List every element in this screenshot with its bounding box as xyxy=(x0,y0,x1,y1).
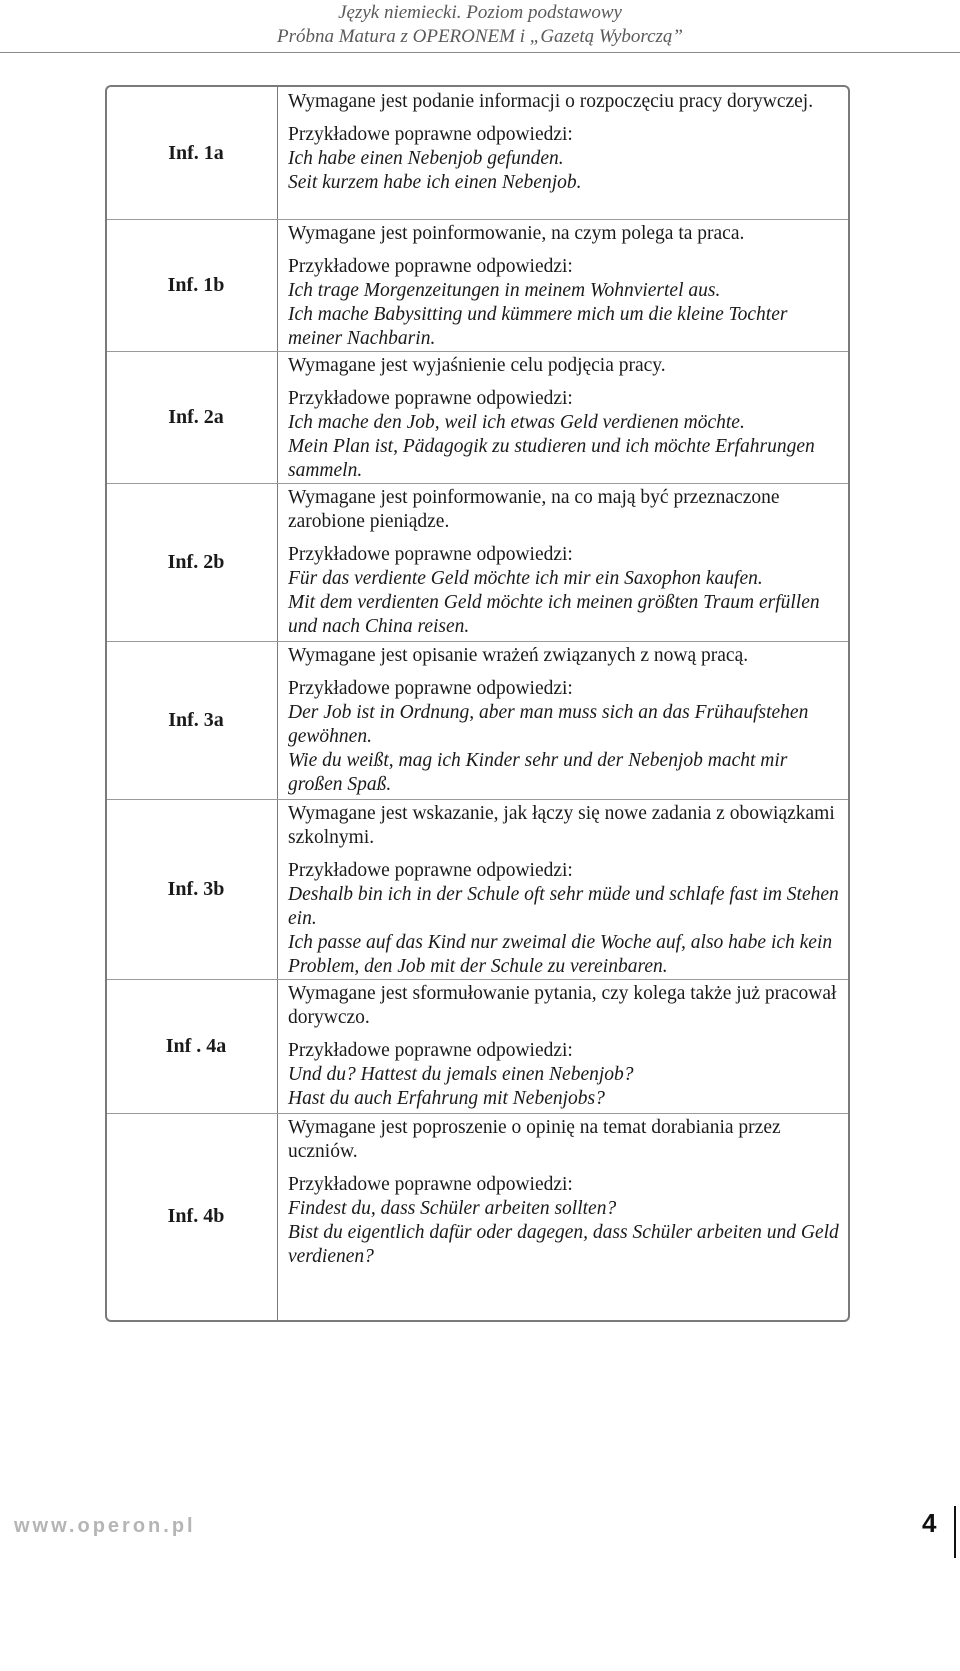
example-heading: Przykładowe poprawne odpowiedzi: xyxy=(288,388,573,409)
row-label: Inf. 4b xyxy=(167,1205,225,1227)
row-content xyxy=(288,87,840,195)
table-row xyxy=(107,219,848,352)
answer-key-table xyxy=(105,85,850,1322)
row-content xyxy=(288,979,840,1111)
row-content xyxy=(288,351,840,483)
example-answer: Ich habe einen Nebenjob gefunden. xyxy=(288,148,564,169)
row-content xyxy=(288,1113,840,1269)
example-answer: Hast du auch Erfahrung mit Nebenjobs? xyxy=(288,1088,605,1109)
table-row xyxy=(107,1113,848,1320)
row-content xyxy=(288,641,840,797)
header-subject: Język niemiecki. Poziom podstawowy xyxy=(338,2,622,23)
example-answer: Mit dem verdienten Geld möchte ich meinen größten Traum erfüllen und nach China reisen. xyxy=(288,592,820,637)
header-exam-title: Próbna Matura z OPERONEM i „Gazetą Wyborczą” xyxy=(276,26,684,47)
example-heading: Przykładowe poprawne odpowiedzi: xyxy=(288,678,573,699)
table-row xyxy=(107,87,848,220)
row-label: Inf. 2a xyxy=(168,405,224,428)
row-label: Inf. 2b xyxy=(167,550,225,573)
requirement-text: Wymagane jest opisanie wrażeń związanych z nową pracą. xyxy=(288,645,749,666)
example-heading: Przykładowe poprawne odpowiedzi: xyxy=(288,256,573,277)
requirement-text: Wymagane jest wyjaśnienie celu podjęcia pracy. xyxy=(288,355,666,376)
example-heading: Przykładowe poprawne odpowiedzi: xyxy=(288,860,573,881)
table-row xyxy=(107,483,848,642)
table-row xyxy=(107,641,848,800)
table-row xyxy=(107,979,848,1114)
page-header xyxy=(0,0,960,53)
example-answer: Mein Plan ist, Pädagogik zu studieren und ich möchte Erfahrungen sammeln. xyxy=(288,436,815,481)
row-label: Inf. 3b xyxy=(167,877,225,900)
page-number-rule xyxy=(954,1506,956,1558)
row-label: Inf . 4a xyxy=(165,1034,227,1057)
example-answer: Ich mache den Job, weil ich etwas Geld verdienen möchte. xyxy=(288,412,745,433)
example-heading: Przykładowe poprawne odpowiedzi: xyxy=(288,124,573,145)
requirement-text: Wymagane jest poinformowanie, na co mają być przeznaczone zarobione pieniądze. xyxy=(288,487,780,532)
example-answer: Bist du eigentlich dafür oder dagegen, dass Schüler arbeiten und Geld verdienen? xyxy=(288,1222,839,1267)
example-heading: Przykładowe poprawne odpowiedzi: xyxy=(288,544,573,565)
row-label: Inf. 3a xyxy=(168,708,224,731)
requirement-text: Wymagane jest podanie informacji o rozpoczęciu pracy dorywczej. xyxy=(288,91,814,112)
example-answer: Und du? Hattest du jemals einen Nebenjob? xyxy=(288,1064,634,1085)
example-answer: Ich mache Babysitting und kümmere mich um die kleine Tochter meiner Nachbarin. xyxy=(288,304,788,349)
example-answer: Wie du weißt, mag ich Kinder sehr und der Nebenjob macht mir großen Spaß. xyxy=(288,750,788,795)
example-answer: Deshalb bin ich in der Schule oft sehr müde und schlafe fast im Stehen ein. xyxy=(288,884,839,929)
row-content xyxy=(288,483,840,639)
table-row xyxy=(107,799,848,980)
example-answer: Seit kurzem habe ich einen Nebenjob. xyxy=(288,172,582,193)
header-divider xyxy=(0,52,960,53)
footer-website: www.operon.pl xyxy=(14,1515,196,1537)
example-answer: Ich trage Morgenzeitungen in meinem Wohnviertel aus. xyxy=(288,280,721,301)
requirement-text: Wymagane jest poproszenie o opinię na temat dorabiania przez uczniów. xyxy=(288,1117,781,1162)
row-label: Inf. 1a xyxy=(168,141,224,164)
example-heading: Przykładowe poprawne odpowiedzi: xyxy=(288,1040,573,1061)
example-answer: Der Job ist in Ordnung, aber man muss sich an das Frühaufstehen gewöhnen. xyxy=(288,702,809,747)
row-label: Inf. 1b xyxy=(167,273,225,296)
example-heading: Przykładowe poprawne odpowiedzi: xyxy=(288,1174,573,1195)
requirement-text: Wymagane jest wskazanie, jak łączy się nowe zadania z obowiązkami szkolnymi. xyxy=(288,803,835,848)
example-answer: Findest du, dass Schüler arbeiten sollten? xyxy=(288,1198,617,1219)
requirement-text: Wymagane jest poinformowanie, na czym polega ta praca. xyxy=(288,223,745,244)
table-row xyxy=(107,351,848,484)
example-answer: Für das verdiente Geld möchte ich mir ein Saxophon kaufen. xyxy=(288,568,763,589)
requirement-text: Wymagane jest sformułowanie pytania, czy kolega także już pracował dorywczo. xyxy=(288,983,837,1028)
row-content xyxy=(288,799,840,979)
example-answer: Ich passe auf das Kind nur zweimal die Woche auf, also habe ich kein Problem, den Job mit der Schule zu vereinbaren. xyxy=(288,932,833,977)
row-content xyxy=(288,219,840,351)
page-number: 4 xyxy=(922,1508,937,1538)
